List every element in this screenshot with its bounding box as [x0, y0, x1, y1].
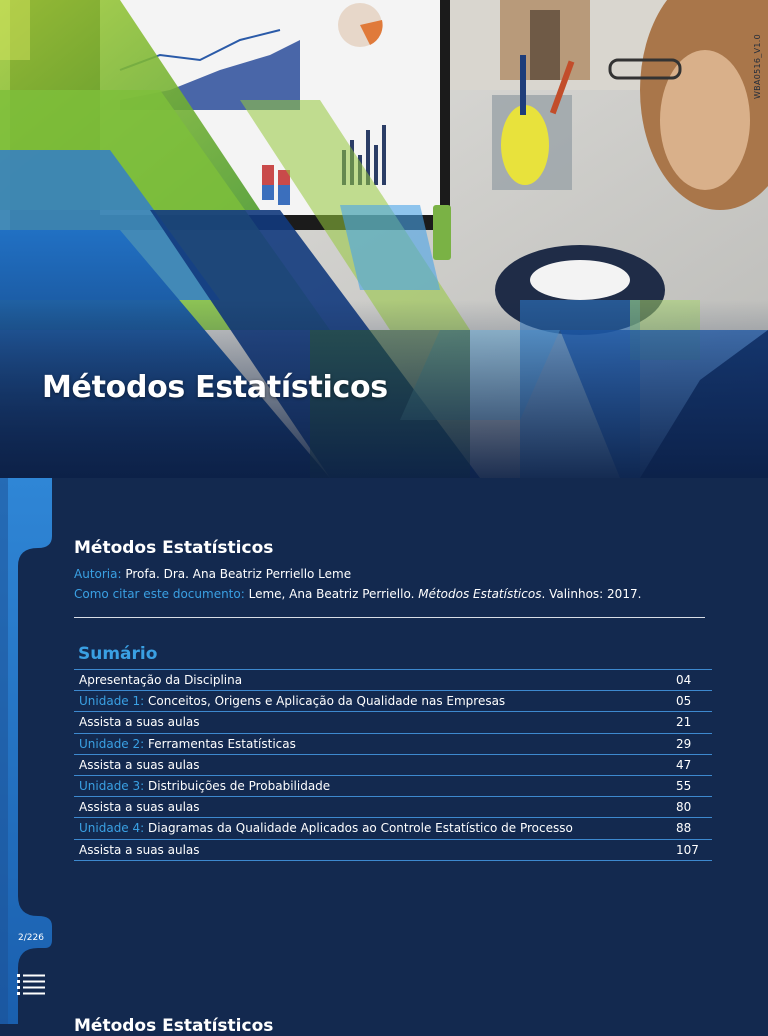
toc-page-number: 04: [676, 673, 692, 688]
list-menu-icon: [17, 972, 47, 996]
toc-entry-text: [74, 715, 676, 729]
authorship-value: Profa. Dra. Ana Beatriz Perriello Leme: [125, 567, 352, 581]
citation-label: Como citar este documento:: [74, 587, 245, 601]
citation-suffix: . Valinhos: 2017.: [541, 587, 642, 601]
toc-row[interactable]: [74, 840, 712, 861]
toc-page-number: 80: [676, 800, 692, 815]
document-code: WBA0516_V1.0: [753, 34, 762, 100]
document-title: Métodos Estatísticos: [74, 538, 274, 558]
toc-entry-text: [74, 800, 676, 814]
toc-entry-text: [74, 673, 676, 687]
toc-row[interactable]: [74, 712, 712, 733]
toc-page-number: 21: [676, 715, 692, 730]
toc-page-number: 55: [676, 779, 692, 794]
cover-artwork: [0, 0, 768, 478]
toc-entry-title: Conceitos, Origens e Aplicação da Qualidade nas Empresas: [148, 694, 506, 709]
cover-image: [0, 0, 768, 478]
citation-work: Métodos Estatísticos: [418, 587, 542, 601]
toc-entry-title: Assista a suas aulas: [79, 757, 200, 772]
toc-row[interactable]: [74, 691, 712, 712]
toc-entry-title: Assista a suas aulas: [79, 800, 200, 815]
toc-entry-text: [74, 737, 676, 751]
page-counter: 2/226: [18, 933, 44, 943]
summary-title: Sumário: [78, 644, 158, 664]
toc-entry-text: [74, 779, 676, 793]
authorship-line: [74, 567, 351, 581]
toc-row[interactable]: [74, 776, 712, 797]
toc-unit-label: Unidade 4:: [79, 821, 145, 836]
authorship-label: Autoria:: [74, 567, 122, 581]
toc-entry-text: [74, 843, 676, 857]
toc-entry-title: Assista a suas aulas: [79, 715, 200, 730]
toc-unit-label: Unidade 1:: [79, 694, 145, 709]
table-of-contents: [74, 669, 712, 861]
document-page: [0, 478, 768, 1036]
divider: [74, 617, 705, 618]
toc-row[interactable]: [74, 797, 712, 818]
toc-entry-title: Diagramas da Qualidade Aplicados ao Controle Estatístico de Processo: [148, 821, 573, 836]
next-page-title: Métodos Estatísticos: [74, 1016, 274, 1036]
toc-page-number: 107: [676, 842, 699, 857]
cover-title: Métodos Estatísticos: [42, 370, 388, 405]
toc-unit-label: Unidade 2:: [79, 736, 145, 751]
citation-line: [74, 587, 641, 601]
toc-entry-title: Ferramentas Estatísticas: [148, 736, 296, 751]
citation-prefix: Leme, Ana Beatriz Perriello.: [248, 587, 415, 601]
toc-entry-title: Apresentação da Disciplina: [79, 673, 243, 688]
toc-page-number: 88: [676, 821, 692, 836]
toc-row[interactable]: [74, 670, 712, 691]
toc-entry-text: [74, 694, 676, 708]
toc-entry-text: [74, 758, 676, 772]
toc-entry-title: Distribuições de Probabilidade: [148, 779, 331, 794]
toc-entry-text: [74, 821, 676, 835]
toc-page-number: 29: [676, 736, 692, 751]
toc-page-number: 05: [676, 694, 692, 709]
toc-entry-title: Assista a suas aulas: [79, 842, 200, 857]
menu-button[interactable]: [6, 958, 58, 1010]
toc-row[interactable]: [74, 755, 712, 776]
toc-row[interactable]: [74, 734, 712, 755]
toc-row[interactable]: [74, 818, 712, 839]
toc-page-number: 47: [676, 757, 692, 772]
toc-unit-label: Unidade 3:: [79, 779, 145, 794]
